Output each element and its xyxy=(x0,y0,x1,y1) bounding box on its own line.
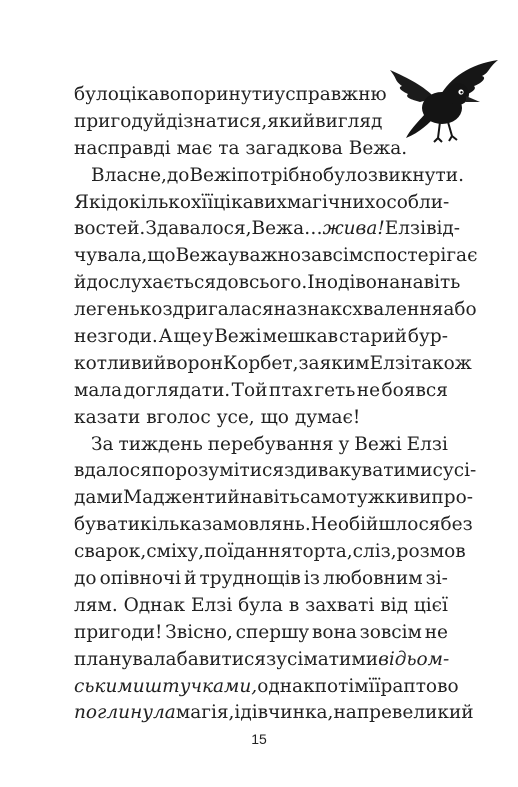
word: й xyxy=(227,487,240,509)
word: поринути xyxy=(180,84,275,105)
word: геть xyxy=(314,379,356,401)
word: не xyxy=(356,379,381,401)
word: замовлянь. xyxy=(201,514,311,536)
word: особли- xyxy=(375,191,450,213)
text-line xyxy=(74,378,448,405)
word: усіма xyxy=(276,648,329,670)
word: Той xyxy=(231,379,268,401)
word: що xyxy=(260,406,289,428)
text-line xyxy=(74,297,477,324)
word: Елзі xyxy=(406,433,448,455)
text-line xyxy=(74,216,461,243)
word: також xyxy=(410,352,472,374)
word: її xyxy=(368,675,381,697)
word: насправді xyxy=(74,137,171,159)
word: Звісно, xyxy=(165,621,233,643)
word: Елзі xyxy=(190,594,233,616)
word: у xyxy=(338,433,350,455)
text-line xyxy=(74,647,448,674)
word: однак xyxy=(257,675,315,697)
text-line xyxy=(74,674,459,701)
word: бавитися xyxy=(176,648,267,670)
word: спостерігає xyxy=(363,245,478,267)
word: загадкова xyxy=(245,137,343,159)
word: любовним xyxy=(322,568,423,590)
word: котливий xyxy=(74,352,167,374)
text-line xyxy=(74,700,474,727)
word: Здавалося, xyxy=(145,218,252,240)
word: зі- xyxy=(425,568,448,590)
page-number: 15 xyxy=(251,731,267,747)
word: обійшлося xyxy=(337,514,441,536)
text-line xyxy=(74,512,473,539)
text-line xyxy=(74,405,448,432)
body-text xyxy=(74,82,478,727)
word: чувала, xyxy=(74,245,148,267)
word: має xyxy=(176,137,213,159)
word: і xyxy=(234,702,241,724)
word: без xyxy=(440,514,473,536)
word: вголос xyxy=(146,406,211,428)
word: від- xyxy=(426,218,461,240)
word: навіть xyxy=(239,487,300,509)
word: мала xyxy=(74,379,123,401)
word: відьом- xyxy=(378,648,450,670)
word: було xyxy=(74,84,119,105)
word: поїдання xyxy=(204,541,293,563)
word: з xyxy=(266,648,277,670)
word: казати xyxy=(74,406,141,428)
word: бур- xyxy=(407,326,448,348)
word: А xyxy=(158,326,173,348)
text-line xyxy=(74,190,448,217)
word: було xyxy=(323,164,368,186)
text-line xyxy=(74,243,478,270)
text-line xyxy=(74,539,466,566)
word: дізнатися, xyxy=(165,110,268,132)
word: у xyxy=(274,84,286,105)
word: схвалення xyxy=(342,299,444,321)
word: порозумітися xyxy=(151,460,285,482)
word: й xyxy=(153,110,166,132)
word: Елзі xyxy=(384,218,427,240)
word: востей. xyxy=(74,218,146,240)
word: магічних xyxy=(286,191,376,213)
word: ворон xyxy=(166,352,223,374)
word: Однак xyxy=(123,594,186,616)
word: незгоди. xyxy=(74,326,158,348)
word: навіть xyxy=(400,272,461,294)
word: і xyxy=(100,191,107,213)
word: легенько xyxy=(74,299,163,321)
word: Мадженти xyxy=(123,487,228,509)
word: За xyxy=(91,433,114,455)
word: сварок, xyxy=(74,541,147,563)
word: ськими xyxy=(74,675,145,697)
word: на xyxy=(273,299,298,321)
word: Вежі xyxy=(214,326,262,348)
word: Вежі xyxy=(354,433,402,455)
word: випро- xyxy=(408,487,473,509)
word: бувати xyxy=(74,514,141,536)
word: перебування xyxy=(207,433,334,455)
word: сміху, xyxy=(146,541,205,563)
word: торта, xyxy=(292,541,353,563)
word: спершу xyxy=(235,621,310,643)
word: ще xyxy=(173,326,202,348)
word: й xyxy=(74,272,87,294)
word: всього. xyxy=(238,272,308,294)
text-line xyxy=(74,270,461,297)
word: справжню xyxy=(285,84,387,105)
word: дивакуватими xyxy=(294,460,433,482)
word: від xyxy=(380,594,408,616)
word: уважно xyxy=(228,245,301,267)
text-line xyxy=(74,136,408,163)
word: всім xyxy=(322,245,364,267)
word: й xyxy=(184,568,197,590)
word: із xyxy=(303,568,320,590)
word: думає! xyxy=(294,406,361,428)
text-line xyxy=(74,485,473,512)
word: та xyxy=(218,137,240,159)
text-line xyxy=(74,163,464,190)
word: цікавих xyxy=(213,191,287,213)
word: кілька xyxy=(140,514,202,536)
word: поглинула xyxy=(74,702,176,724)
word: або xyxy=(443,299,477,321)
text-line xyxy=(74,566,448,593)
word: розмов xyxy=(396,541,466,563)
word: Вежі xyxy=(189,164,237,186)
text-line xyxy=(74,324,448,351)
word: дівчинка, xyxy=(240,702,334,724)
word: Вежа xyxy=(175,245,229,267)
word: Вежа. xyxy=(348,137,408,159)
word: птах xyxy=(268,379,313,401)
word: усе, xyxy=(216,406,255,428)
text-line xyxy=(74,593,448,620)
word: до xyxy=(216,272,239,294)
word: вигляд xyxy=(315,110,383,132)
word: на xyxy=(333,702,357,724)
word: у xyxy=(202,326,214,348)
word: магія, xyxy=(175,702,235,724)
word: доглядати. xyxy=(123,379,231,401)
word: боявся xyxy=(381,379,448,401)
word: сліз, xyxy=(352,541,397,563)
word: була xyxy=(238,594,283,616)
word: захваті xyxy=(305,594,375,616)
word: Елзі xyxy=(369,352,411,374)
word: Власне, xyxy=(91,164,167,186)
word: потім xyxy=(314,675,369,697)
word: Не xyxy=(310,514,338,536)
word: до xyxy=(106,191,129,213)
text-line xyxy=(74,458,477,485)
word: цікаво xyxy=(118,84,181,105)
word: не xyxy=(424,621,448,643)
word: превеликий xyxy=(356,702,474,724)
word: до xyxy=(74,568,97,590)
word: зовсім xyxy=(359,621,422,643)
text-line xyxy=(74,432,448,459)
word: який xyxy=(267,110,316,132)
text-line xyxy=(74,620,448,647)
word: опівночі xyxy=(99,568,182,590)
word: звикнути. xyxy=(367,164,464,186)
word: кількох xyxy=(128,191,202,213)
text-line xyxy=(74,109,383,136)
word: дами xyxy=(74,487,124,509)
word: потрібно xyxy=(236,164,323,186)
word: за xyxy=(301,245,323,267)
word: цієї xyxy=(413,594,448,616)
word: її xyxy=(201,191,214,213)
word: самотужки xyxy=(299,487,409,509)
word: лям. xyxy=(74,594,118,616)
word: сусі- xyxy=(432,460,477,482)
word: Корбет, xyxy=(222,352,299,374)
word: штучками, xyxy=(144,675,258,697)
word: планувала xyxy=(74,648,177,670)
word: труднощів xyxy=(199,568,301,590)
word: дослухається xyxy=(86,272,217,294)
word: знак xyxy=(297,299,343,321)
word: яким xyxy=(319,352,370,374)
text-line xyxy=(74,351,472,378)
word: за xyxy=(298,352,320,374)
word: тими xyxy=(328,648,379,670)
word: до xyxy=(166,164,190,186)
word: мешкав xyxy=(262,326,339,348)
word: жива! xyxy=(322,218,385,240)
word: пригоду xyxy=(74,110,154,132)
word: вона xyxy=(355,272,401,294)
word: раптово xyxy=(380,675,459,697)
word: з xyxy=(284,460,295,482)
word: що xyxy=(147,245,176,267)
word: вона xyxy=(311,621,357,643)
word: вдалося xyxy=(74,460,152,482)
word: в xyxy=(288,594,300,616)
word: Вежа… xyxy=(251,218,323,240)
word: Іноді xyxy=(307,272,356,294)
text-line xyxy=(74,82,387,109)
word: пригоди! xyxy=(74,621,163,643)
word: тиждень xyxy=(118,433,203,455)
word: здригалася xyxy=(162,299,274,321)
word: Як xyxy=(74,191,101,213)
word: старий xyxy=(338,326,408,348)
